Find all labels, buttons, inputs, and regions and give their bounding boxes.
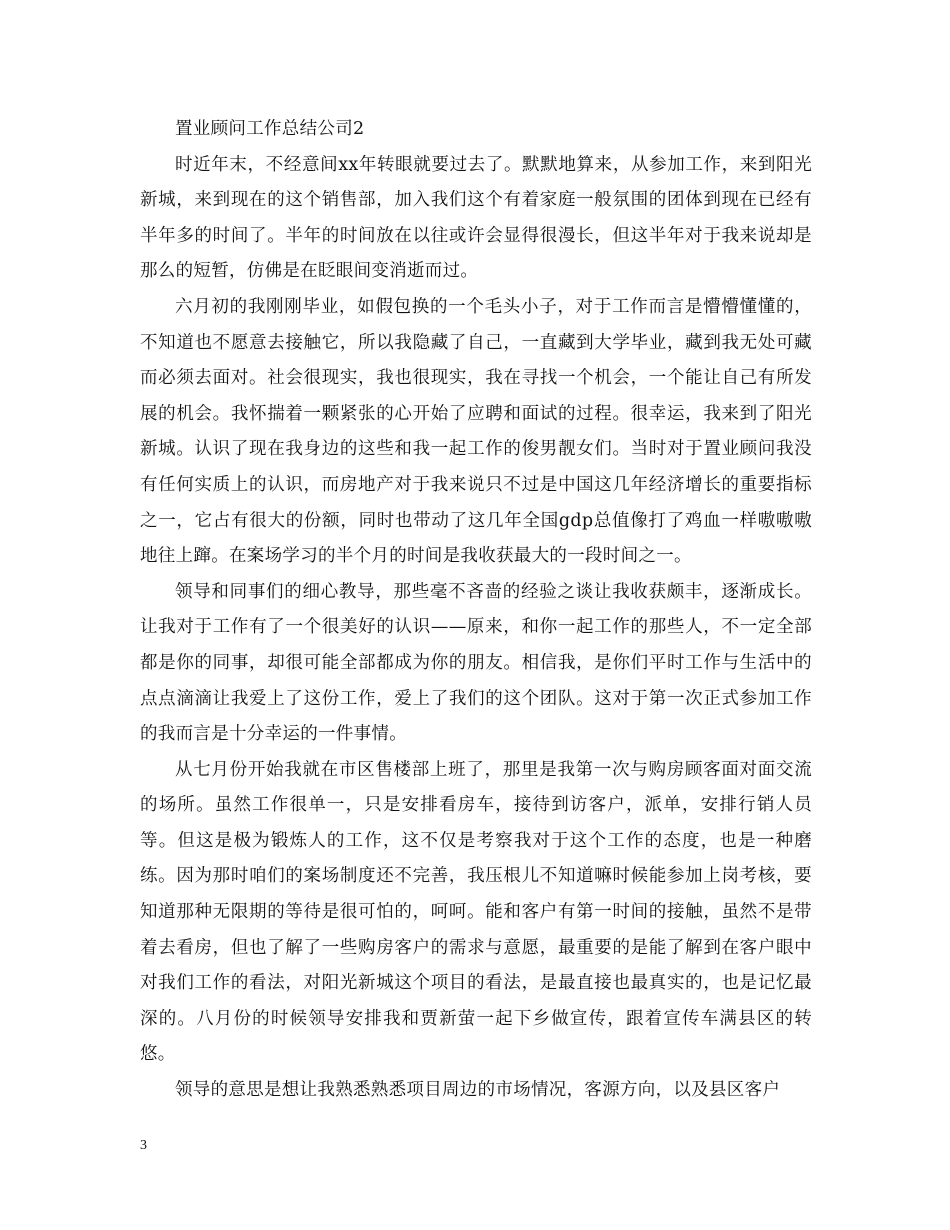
paragraph-5: 领导的意思是想让我熟悉熟悉项目周边的市场情况，客源方向，以及县区客户: [175, 1080, 781, 1101]
document-title: 置业顾问工作总结公司2: [175, 119, 365, 139]
paragraph-2: 六月初的我刚刚毕业，如假包换的一个毛头小子，对于工作而言是懵懵懂懂的，不知道也不愿意去接触它，所以我隐藏了自己，一直藏到大学毕业，藏到我无处可藏而必须去面对。社会很现实，我也很现实，我在寻找一个机会，一个能让自己有所发展的机会。我怀揣着一颗紧张的心开始了应聘和面试的过程。很幸运，我来到了阳光新城。认识了现在我身边的这些和我一起工作的俊男靓女们。当时对于置业顾问我没有任何实质上的认识，而房地产对于我来说只不过是中国这几年经济增长的重要指标之一，它占有很大的份额，同时也带动了这几年全国gdp总值像打了鸡血一样嗷嗷嗷地往上蹿。在案场学习的半个月的时间是我收获最大的一段时间之一。: [140, 296, 812, 567]
paragraph-1: 时近年末，不经意间xx年转眼就要过去了。默默地算来，从参加工作，来到阳光新城，来到现在的这个销售部，加入我们这个有着家庭一般氛围的团体到现在已经有半年多的时间了。半年的时间放在以往或许会显得很漫长，但这半年对于我来说却是那么的短暂，仿佛是在眨眼间变消逝而过。: [140, 154, 812, 282]
page-number: 3: [140, 1138, 147, 1153]
document-body: [140, 112, 812, 1109]
paragraph-3: 领导和同事们的细心教导，那些毫不吝啬的经验之谈让我收获颇丰，逐渐成长。让我对于工作有了一个很美好的认识——原来，和你一起工作的那些人，不一定全部都是你的同事，却很可能全部都成为你的朋友。相信我，是你们平时工作与生活中的点点滴滴让我爱上了这份工作，爱上了我们的这个团队。这对于第一次正式参加工作的我而言是十分幸运的一件事情。: [140, 581, 812, 745]
paragraph-4: 从七月份开始我就在市区售楼部上班了，那里是我第一次与购房顾客面对面交流的场所。虽然工作很单一，只是安排看房车，接待到访客户，派单，安排行销人员等。但这是极为锻炼人的工作，这不仅是考察我对于这个工作的态度，也是一种磨练。因为那时咱们的案场制度还不完善，我压根儿不知道嘛时候能参加上岗考核，要知道那种无限期的等待是很可怕的，呵呵。能和客户有第一时间的接触，虽然不是带着去看房，但也了解了一些购房客户的需求与意愿，最重要的是能了解到在客户眼中对我们工作的看法，对阳光新城这个项目的看法，是最直接也最真实的，也是记忆最深的。八月份的时候领导安排我和贾新萤一起下乡做宣传，跟着宣传车满县区的转悠。: [140, 759, 812, 1065]
